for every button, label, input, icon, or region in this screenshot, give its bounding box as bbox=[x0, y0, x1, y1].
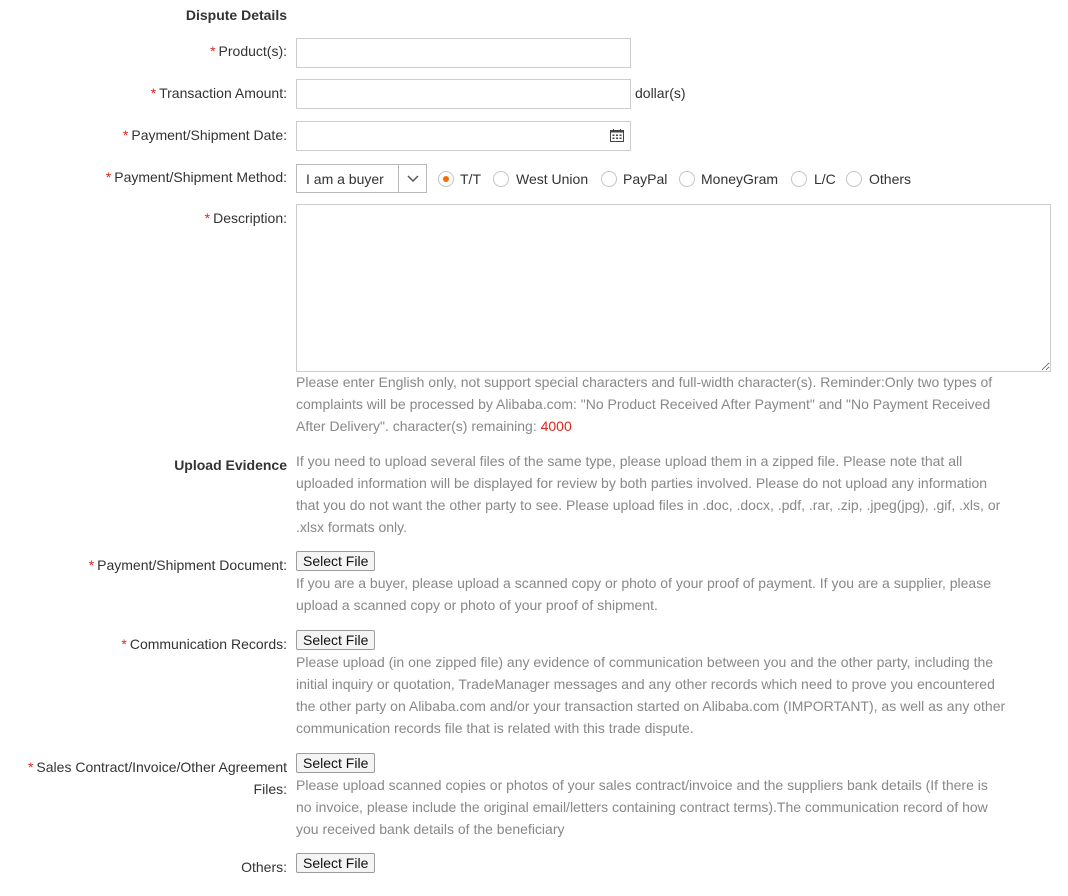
chevron-down-icon[interactable] bbox=[398, 165, 426, 192]
description-textarea[interactable] bbox=[296, 204, 1051, 372]
section-title-dispute-details: Dispute Details bbox=[185, 7, 287, 23]
radio-paypal[interactable] bbox=[601, 171, 617, 187]
payment-document-select-file-button[interactable]: Select File bbox=[296, 551, 375, 571]
payment-document-label: * Payment/Shipment Document: bbox=[88, 557, 287, 573]
transaction-amount-input[interactable] bbox=[296, 79, 631, 109]
radio-others[interactable] bbox=[846, 171, 862, 187]
communication-records-label: * Communication Records: bbox=[121, 636, 287, 652]
characters-remaining-count: 4000 bbox=[540, 418, 572, 434]
section-title-upload-evidence: Upload Evidence bbox=[174, 457, 287, 473]
radio-label-moneygram[interactable]: MoneyGram bbox=[701, 171, 779, 187]
amount-unit: dollar(s) bbox=[635, 85, 686, 101]
radio-label-tt[interactable]: T/T bbox=[460, 171, 481, 187]
radio-moneygram[interactable] bbox=[679, 171, 695, 187]
radio-label-others[interactable]: Others bbox=[869, 171, 912, 187]
radio-west-union[interactable] bbox=[493, 171, 509, 187]
product-label: * Product(s): bbox=[210, 43, 287, 59]
upload-intro-text: If you need to upload several files of the same type, please upload them in a zipped file. Please note that all uploaded information will be displayed for review by both parties involved. Please do not upload any information that you do not want the other party to see. Please upload files in .doc, .docx, .pdf, .rar, .zip, .jpeg(jpg), .gif, .xls, or .xlsx formats only. bbox=[296, 453, 1001, 535]
description-label: * Description: bbox=[204, 210, 287, 226]
others-label: Others: bbox=[241, 859, 287, 875]
payment-method-label: * Payment/Shipment Method: bbox=[105, 169, 287, 185]
payment-date-input[interactable] bbox=[296, 121, 631, 151]
payment-document-hint: If you are a buyer, please upload a scanned copy or photo of your proof of payment. If you are a supplier, please upload a scanned copy or photo of your proof of shipment. bbox=[296, 575, 992, 613]
sales-contract-hint: Please upload scanned copies or photos of your sales contract/invoice and the suppliers bank details (If there is no invoice, please include the original email/letters containing contract terms).The communication record of how you received bank details of the beneficiary bbox=[296, 777, 988, 837]
payment-date-label: * Payment/Shipment Date: bbox=[122, 127, 287, 143]
transaction-amount-label: * Transaction Amount: bbox=[150, 85, 287, 101]
others-select-file-button[interactable]: Select File bbox=[296, 853, 375, 873]
product-input[interactable] bbox=[296, 38, 631, 68]
radio-label-paypal[interactable]: PayPal bbox=[623, 171, 668, 187]
communication-records-select-file-button[interactable]: Select File bbox=[296, 630, 375, 650]
communication-records-hint: Please upload (in one zipped file) any evidence of communication between you and the other party, including the initial inquiry or quotation, TradeManager messages and any other records which need to prove you encountered the other party on Alibaba.com and/or your transaction started on Alibaba.com (IMPORTANT), as well as any other communication records file that is related with this trade dispute. bbox=[296, 654, 1006, 736]
description-hint: Please enter English only, not support special characters and full-width character(s). Reminder:Only two types of complaints will be processed by Alibaba.com: "No Product Received After Payment" and "No Payment Received After Delivery". character(s) remaining: 4000 bbox=[296, 374, 993, 434]
sales-contract-select-file-button[interactable]: Select File bbox=[296, 753, 375, 773]
radio-tt[interactable] bbox=[438, 171, 454, 187]
sales-contract-label: * Sales Contract/Invoice/Other Agreement Files: bbox=[27, 759, 287, 797]
select-value: I am a buyer bbox=[306, 170, 384, 187]
buyer-supplier-select[interactable] bbox=[296, 164, 427, 193]
radio-label-west-union[interactable]: West Union bbox=[516, 171, 589, 187]
calendar-icon[interactable] bbox=[610, 129, 624, 142]
radio-lc[interactable] bbox=[791, 171, 807, 187]
radio-label-lc[interactable]: L/C bbox=[814, 171, 836, 187]
